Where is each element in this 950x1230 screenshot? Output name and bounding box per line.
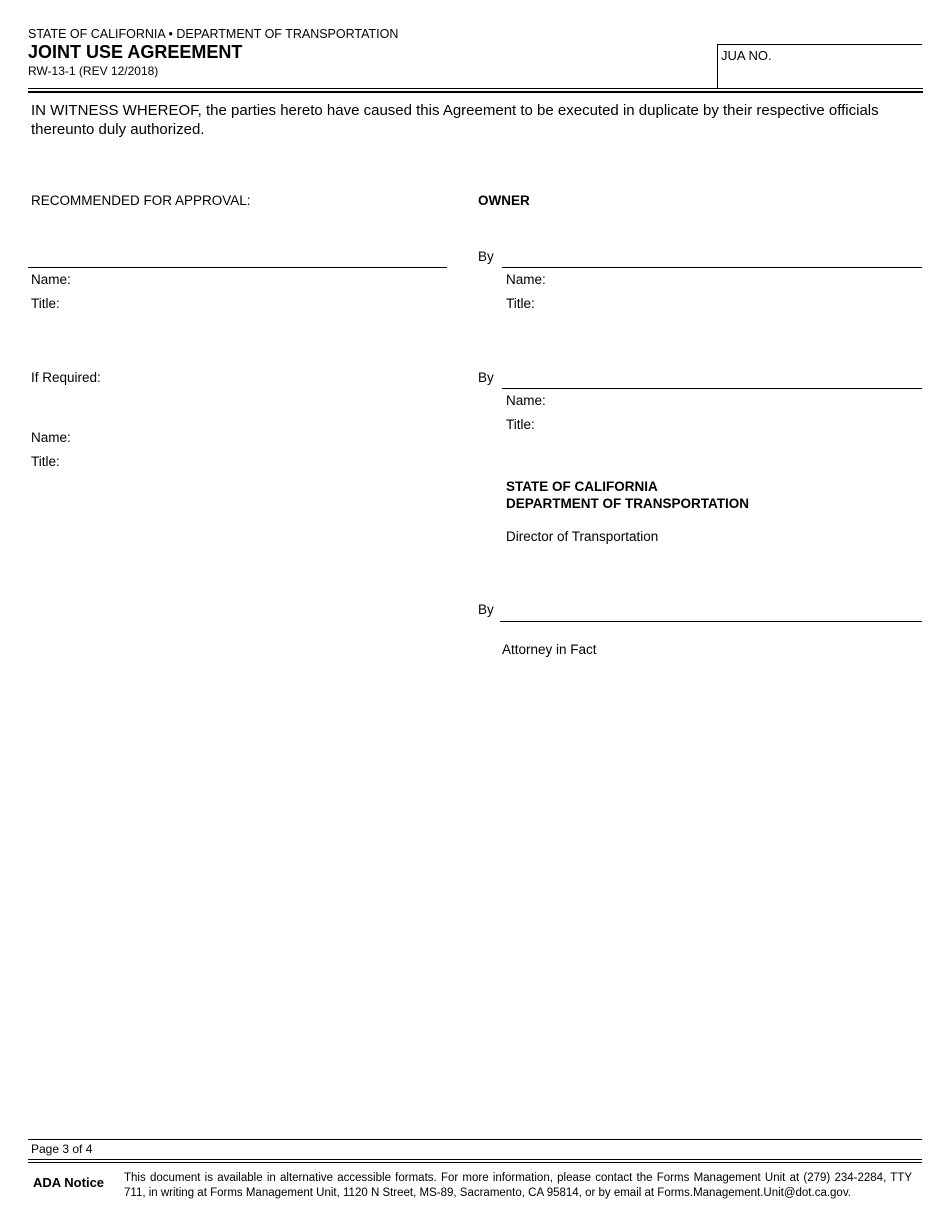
owner-name-label-1: Name: — [506, 272, 546, 287]
owner-title-label-1: Title: — [506, 296, 535, 311]
director-by-label: By — [478, 602, 494, 617]
owner-label: OWNER — [478, 193, 530, 208]
state-heading-line1: STATE OF CALIFORNIA — [506, 479, 658, 494]
recommended-label: RECOMMENDED FOR APPROVAL: — [31, 193, 251, 208]
if-required-label: If Required: — [31, 370, 101, 385]
director-label: Director of Transportation — [506, 529, 659, 544]
page-number: Page 3 of 4 — [31, 1142, 93, 1156]
recommended-name-label: Name: — [31, 272, 71, 287]
if-required-title-label: Title: — [31, 454, 60, 469]
if-required-name-label: Name: — [31, 430, 71, 445]
owner-by-label-2: By — [478, 370, 494, 385]
jua-number-field[interactable] — [717, 44, 922, 88]
jua-number-label: JUA NO. — [721, 48, 772, 63]
owner-signature-line-1[interactable] — [502, 267, 922, 268]
witness-paragraph: IN WITNESS WHEREOF, the parties hereto have caused this Agreement to be executed in duplicate by their respective officials thereunto duly authorized. — [31, 102, 879, 138]
footer-rule-double — [28, 1162, 922, 1163]
agency-heading: STATE OF CALIFORNIA • DEPARTMENT OF TRANSPORTATION — [28, 27, 399, 41]
recommended-signature-line[interactable] — [28, 267, 447, 268]
owner-title-label-2: Title: — [506, 417, 535, 432]
form-title: JOINT USE AGREEMENT — [28, 42, 243, 62]
owner-by-label-1: By — [478, 249, 494, 264]
state-heading-line2: DEPARTMENT OF TRANSPORTATION — [506, 496, 749, 511]
header-rule-bottom — [28, 91, 923, 93]
ada-notice-label: ADA Notice — [33, 1175, 105, 1190]
footer-rule-top — [28, 1139, 922, 1140]
owner-name-label-2: Name: — [506, 393, 546, 408]
header-rule-top — [28, 88, 923, 89]
form-number: RW-13-1 (REV 12/2018) — [28, 64, 159, 78]
recommended-title-label: Title: — [31, 296, 60, 311]
director-signature-line[interactable] — [500, 621, 922, 622]
ada-notice-text: This document is available in alternative accessible formats. For more information, please contact the Forms Management Unit at (279) 234-2284, TTY 711, in writing at Forms Management Unit, 1120 N Street, MS-89, Sacramento, CA 95814, or by email at Forms.Management.Unit@dot.ca.gov. — [124, 1172, 912, 1199]
owner-signature-line-2[interactable] — [502, 388, 922, 389]
attorney-in-fact-label: Attorney in Fact — [502, 642, 597, 657]
footer-rule-mid — [28, 1159, 922, 1160]
